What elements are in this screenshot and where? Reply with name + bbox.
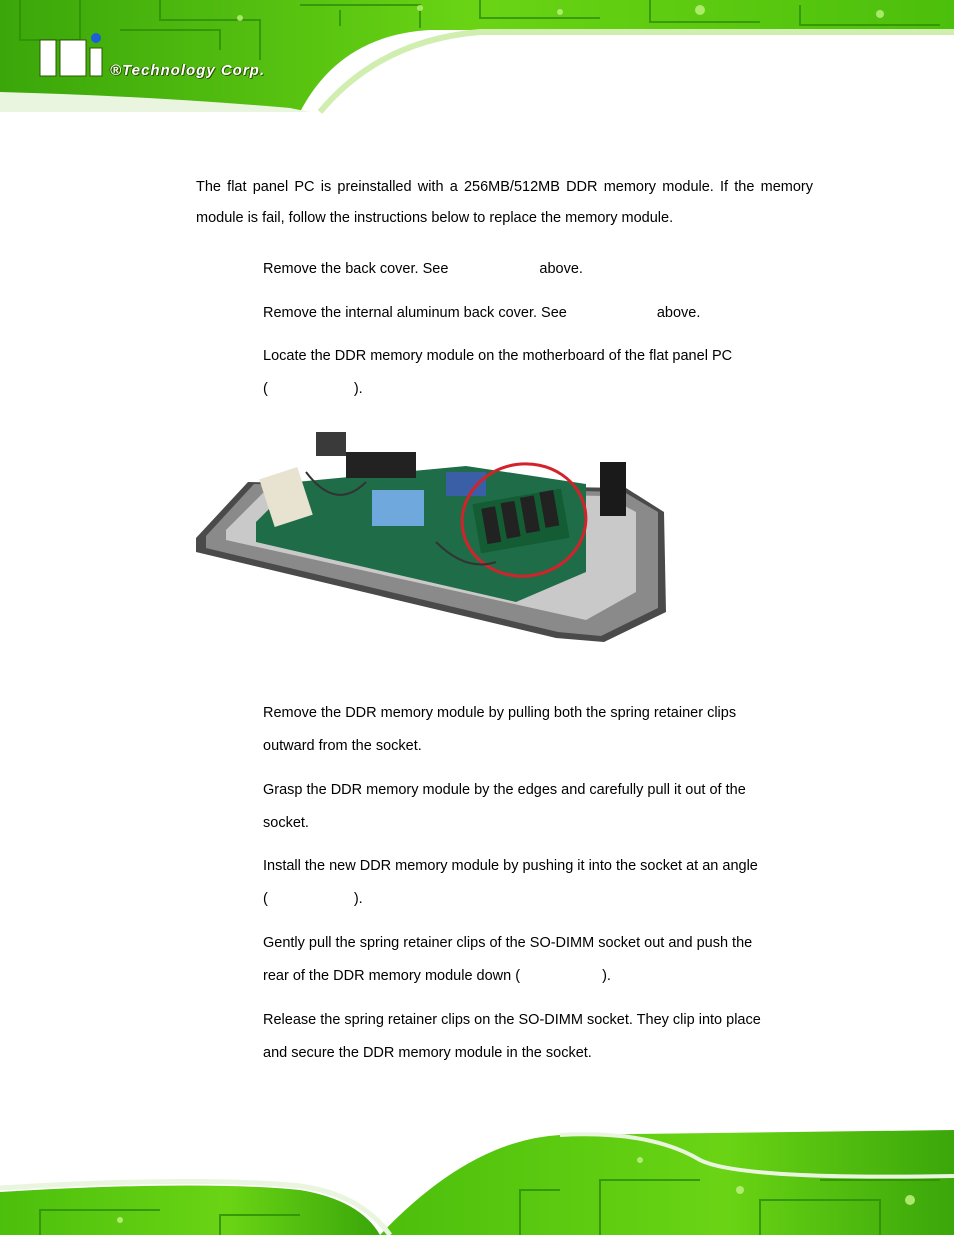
step-4: Remove the DDR memory module by pulling both the spring retainer clips outward from the socket.: [263, 705, 737, 754]
step-7: Gently pull the spring retainer clips of the SO-DIMM socket out and push the rear of the DDR memory module down ( ).: [263, 935, 753, 984]
step-3: Locate the DDR memory module on the motherboard of the flat panel PC ( ).: [263, 348, 733, 397]
step-1: Remove the back cover. See above.: [263, 261, 583, 277]
step-8: Release the spring retainer clips on the SO-DIMM socket. They clip into place and secure the DDR memory module in the socket.: [263, 1012, 761, 1061]
company-name: ®Technology Corp.: [110, 62, 265, 79]
footer-banner: [0, 1120, 954, 1235]
header-banner: [0, 0, 954, 115]
step-5: Grasp the DDR memory module by the edges and carefully pull it out of the socket.: [263, 782, 746, 831]
intro-paragraph: The flat panel PC is preinstalled with a 256MB/512MB DDR memory module. If the memory module is fail, follow the instructions below to replace the memory module.: [196, 179, 813, 226]
step-2: Remove the internal aluminum back cover. See above.: [263, 305, 701, 321]
motherboard-photo: [196, 412, 666, 644]
step-6: Install the new DDR memory module by pushing it into the socket at an angle ( ).: [263, 858, 758, 907]
